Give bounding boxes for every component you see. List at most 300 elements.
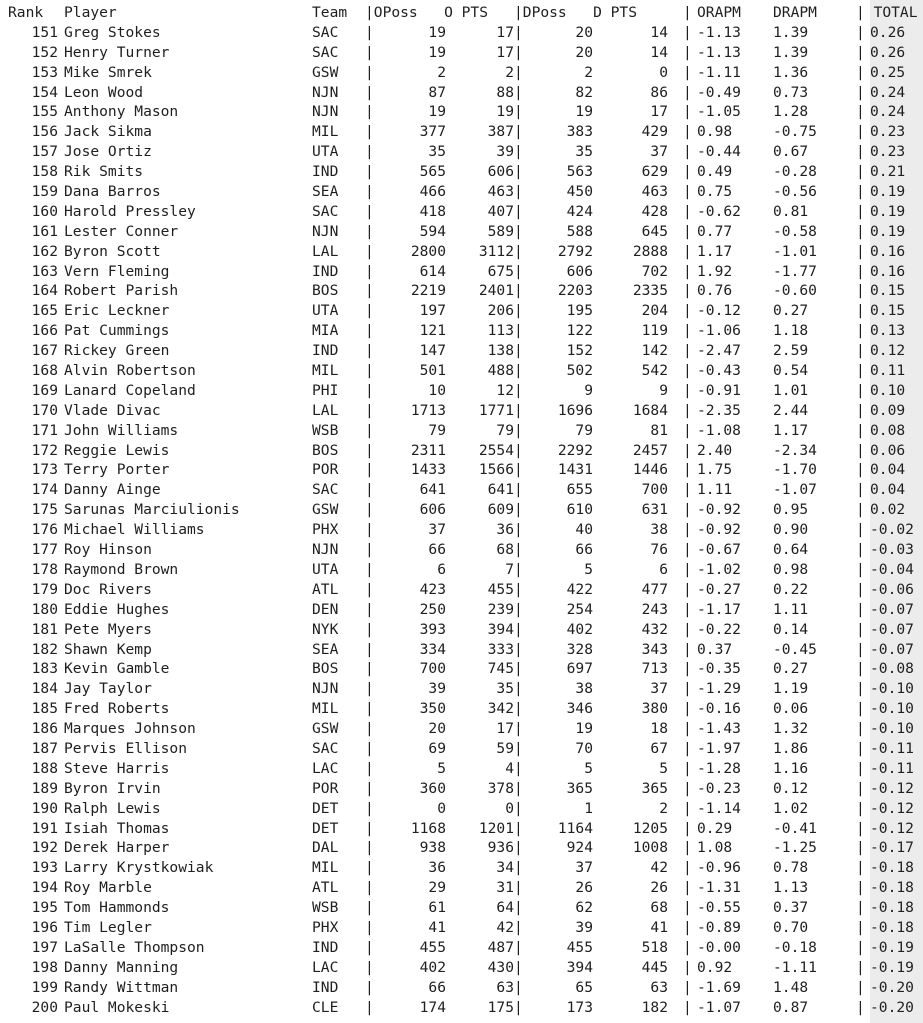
opts-cell: 12	[496, 381, 514, 399]
rank-cell: 156	[31, 123, 58, 141]
dpts-cell: 432	[641, 620, 668, 638]
player-cell: Eric Leckner	[64, 302, 170, 320]
table-body	[0, 23, 923, 1018]
orapm-cell: 1.08	[697, 839, 733, 857]
orapm-cell: -0.23	[697, 779, 741, 797]
orapm-cell: 1.75	[697, 461, 733, 479]
drapm-cell: -0.18	[773, 938, 817, 956]
separator: |	[683, 421, 692, 439]
opts-cell: 463	[487, 183, 514, 201]
dpts-cell: 1446	[632, 461, 668, 479]
opts-cell: 430	[487, 958, 514, 976]
player-cell: Danny Manning	[64, 958, 179, 976]
separator: |	[683, 63, 692, 81]
team-cell: DAL	[312, 839, 339, 857]
separator: |	[514, 43, 523, 61]
total-cell: -0.04	[870, 560, 914, 578]
team-cell: DET	[312, 819, 339, 837]
separator: |	[514, 501, 523, 519]
opts-cell: 378	[487, 779, 514, 797]
orapm-cell: -1.17	[697, 600, 741, 618]
separator: |	[514, 242, 523, 260]
oposs-cell: 10	[428, 381, 446, 399]
separator: |	[514, 461, 523, 479]
team-cell: SEA	[312, 640, 339, 658]
dpts-cell: 631	[641, 501, 668, 519]
separator: |	[683, 799, 692, 817]
separator: |	[514, 759, 523, 777]
separator: |	[365, 302, 374, 320]
opts-cell: 641	[487, 481, 514, 499]
dposs-cell: 37	[575, 859, 593, 877]
player-cell: Rickey Green	[64, 342, 170, 360]
orapm-cell: -0.92	[697, 501, 741, 519]
separator: |	[514, 163, 523, 181]
separator: |	[856, 163, 865, 181]
opts-cell: 31	[496, 879, 514, 897]
separator: |	[683, 978, 692, 996]
separator: |	[856, 700, 865, 718]
table-row	[0, 918, 923, 938]
dposs-cell: 2792	[557, 242, 593, 260]
dpts-cell: 17	[650, 103, 668, 121]
separator: |	[856, 202, 865, 220]
team-cell: DET	[312, 799, 339, 817]
dposs-cell: 328	[566, 640, 593, 658]
total-cell: -0.19	[870, 958, 914, 976]
dpts-cell: 81	[650, 421, 668, 439]
orapm-cell: 0.92	[697, 958, 733, 976]
dpts-cell: 2335	[632, 282, 668, 300]
total-cell: 0.26	[870, 43, 906, 61]
total-cell: 0.10	[870, 381, 906, 399]
dposs-cell: 5	[584, 560, 593, 578]
dposs-cell: 697	[566, 660, 593, 678]
opts-cell: 1201	[478, 819, 514, 837]
opts-cell: 206	[487, 302, 514, 320]
oposs-cell: 565	[419, 163, 446, 181]
team-cell: NYK	[312, 620, 339, 638]
separator: |	[365, 83, 374, 101]
orapm-cell: -0.44	[697, 143, 741, 161]
separator: |	[683, 83, 692, 101]
orapm-cell: -1.06	[697, 322, 741, 340]
table-row	[0, 381, 923, 401]
oposs-cell: 174	[419, 998, 446, 1016]
rank-cell: 194	[31, 879, 58, 897]
dposs-cell: 606	[566, 262, 593, 280]
total-cell: -0.18	[870, 859, 914, 877]
oposs-cell: 1168	[410, 819, 446, 837]
orapm-cell: -1.31	[697, 879, 741, 897]
separator: |	[365, 63, 374, 81]
rank-cell: 190	[31, 799, 58, 817]
opts-cell: 7	[505, 560, 514, 578]
separator: |	[683, 143, 692, 161]
rank-cell: 153	[31, 63, 58, 81]
drapm-cell: 0.98	[773, 560, 809, 578]
player-cell: Kevin Gamble	[64, 660, 170, 678]
separator: |	[856, 83, 865, 101]
separator: |	[683, 660, 692, 678]
separator: |	[683, 839, 692, 857]
player-cell: Roy Hinson	[64, 541, 152, 559]
header-defense: |DPoss D PTS	[514, 4, 638, 21]
separator: |	[856, 262, 865, 280]
separator: |	[514, 441, 523, 459]
orapm-cell: -0.92	[697, 521, 741, 539]
header-orapm: ORAPM	[697, 4, 741, 21]
dpts-cell: 37	[650, 143, 668, 161]
drapm-cell: 1.48	[773, 978, 809, 996]
rank-cell: 168	[31, 362, 58, 380]
rank-cell: 174	[31, 481, 58, 499]
separator: |	[683, 302, 692, 320]
oposs-cell: 19	[428, 23, 446, 41]
separator: |	[514, 23, 523, 41]
rank-cell: 193	[31, 859, 58, 877]
drapm-cell: 1.39	[773, 23, 809, 41]
table-row	[0, 421, 923, 441]
orapm-cell: 1.17	[697, 242, 733, 260]
dpts-cell: 629	[641, 163, 668, 181]
opts-cell: 2	[505, 63, 514, 81]
oposs-cell: 418	[419, 202, 446, 220]
table-row	[0, 659, 923, 679]
total-cell: -0.11	[870, 759, 914, 777]
team-cell: MIL	[312, 859, 339, 877]
table-row	[0, 242, 923, 262]
dpts-cell: 2457	[632, 441, 668, 459]
total-cell: -0.07	[870, 640, 914, 658]
orapm-cell: 1.11	[697, 481, 733, 499]
rank-cell: 160	[31, 202, 58, 220]
dpts-cell: 86	[650, 83, 668, 101]
dposs-cell: 26	[575, 879, 593, 897]
team-cell: SAC	[312, 739, 339, 757]
team-cell: IND	[312, 163, 339, 181]
separator: |	[856, 362, 865, 380]
separator: |	[856, 222, 865, 240]
separator: |	[856, 322, 865, 340]
oposs-cell: 466	[419, 183, 446, 201]
drapm-cell: 1.18	[773, 322, 809, 340]
table-row	[0, 500, 923, 520]
dposs-cell: 588	[566, 222, 593, 240]
player-cell: Jose Ortiz	[64, 143, 152, 161]
drapm-cell: 0.64	[773, 541, 809, 559]
opts-cell: 175	[487, 998, 514, 1016]
table-row	[0, 361, 923, 381]
table-row	[0, 321, 923, 341]
player-cell: Pete Myers	[64, 620, 152, 638]
opts-cell: 936	[487, 839, 514, 857]
orapm-cell: -0.12	[697, 302, 741, 320]
total-cell: 0.15	[870, 302, 906, 320]
team-cell: SAC	[312, 481, 339, 499]
dposs-cell: 82	[575, 83, 593, 101]
team-cell: NJN	[312, 83, 339, 101]
table-row	[0, 620, 923, 640]
opts-cell: 2554	[478, 441, 514, 459]
separator: |	[365, 322, 374, 340]
dposs-cell: 20	[575, 23, 593, 41]
rank-cell: 195	[31, 899, 58, 917]
separator: |	[365, 123, 374, 141]
opts-cell: 63	[496, 978, 514, 996]
drapm-cell: 0.27	[773, 660, 809, 678]
separator: |	[683, 640, 692, 658]
separator: |	[683, 481, 692, 499]
oposs-cell: 5	[437, 759, 446, 777]
separator: |	[365, 163, 374, 181]
table-row	[0, 998, 923, 1018]
opts-cell: 1771	[478, 401, 514, 419]
separator: |	[683, 998, 692, 1016]
rank-cell: 200	[31, 998, 58, 1016]
player-cell: Roy Marble	[64, 879, 152, 897]
table-row	[0, 182, 923, 202]
team-cell: IND	[312, 938, 339, 956]
dpts-cell: 63	[650, 978, 668, 996]
team-cell: MIA	[312, 322, 339, 340]
oposs-cell: 79	[428, 421, 446, 439]
orapm-cell: -1.13	[697, 43, 741, 61]
table-row	[0, 938, 923, 958]
opts-cell: 3112	[478, 242, 514, 260]
table-row	[0, 600, 923, 620]
separator: |	[365, 918, 374, 936]
dposs-cell: 9	[584, 381, 593, 399]
opts-cell: 42	[496, 918, 514, 936]
team-cell: UTA	[312, 143, 339, 161]
opts-cell: 59	[496, 739, 514, 757]
rank-cell: 178	[31, 560, 58, 578]
separator: |	[683, 362, 692, 380]
table-row	[0, 759, 923, 779]
rank-cell: 196	[31, 918, 58, 936]
separator: |	[365, 23, 374, 41]
dpts-cell: 14	[650, 43, 668, 61]
oposs-cell: 19	[428, 103, 446, 121]
header-total: | TOTAL	[856, 4, 918, 21]
separator: |	[856, 342, 865, 360]
team-cell: UTA	[312, 560, 339, 578]
separator: |	[365, 600, 374, 618]
drapm-cell: 1.28	[773, 103, 809, 121]
separator: |	[365, 421, 374, 439]
table-row	[0, 102, 923, 122]
separator: |	[514, 720, 523, 738]
separator: |	[365, 362, 374, 380]
table-row	[0, 699, 923, 719]
separator: |	[856, 103, 865, 121]
table-row	[0, 83, 923, 103]
drapm-cell: 0.95	[773, 501, 809, 519]
opts-cell: 589	[487, 222, 514, 240]
team-cell: PHI	[312, 381, 339, 399]
opts-cell: 745	[487, 660, 514, 678]
dposs-cell: 346	[566, 700, 593, 718]
table-row	[0, 122, 923, 142]
player-cell: Derek Harper	[64, 839, 170, 857]
table-row	[0, 341, 923, 361]
dposs-cell: 20	[575, 43, 593, 61]
separator: |	[365, 938, 374, 956]
rank-cell: 169	[31, 381, 58, 399]
separator: |	[514, 362, 523, 380]
oposs-cell: 641	[419, 481, 446, 499]
orapm-cell: -1.05	[697, 103, 741, 121]
separator: |	[514, 799, 523, 817]
separator: |	[856, 799, 865, 817]
drapm-cell: 0.06	[773, 700, 809, 718]
separator: |	[683, 720, 692, 738]
orapm-cell: -1.13	[697, 23, 741, 41]
total-cell: -0.10	[870, 700, 914, 718]
total-cell: -0.12	[870, 819, 914, 837]
separator: |	[365, 799, 374, 817]
dposs-cell: 2	[584, 63, 593, 81]
separator: |	[856, 560, 865, 578]
separator: |	[514, 342, 523, 360]
separator: |	[365, 342, 374, 360]
drapm-cell: -1.11	[773, 958, 817, 976]
separator: |	[683, 222, 692, 240]
separator: |	[856, 918, 865, 936]
table-row	[0, 719, 923, 739]
dposs-cell: 39	[575, 918, 593, 936]
opts-cell: 455	[487, 580, 514, 598]
opts-cell: 487	[487, 938, 514, 956]
drapm-cell: -0.60	[773, 282, 817, 300]
dpts-cell: 119	[641, 322, 668, 340]
team-cell: NJN	[312, 222, 339, 240]
total-cell: -0.12	[870, 779, 914, 797]
total-cell: 0.08	[870, 421, 906, 439]
dposs-cell: 66	[575, 541, 593, 559]
separator: |	[365, 958, 374, 976]
player-cell: Alvin Robertson	[64, 362, 196, 380]
separator: |	[856, 739, 865, 757]
separator: |	[365, 819, 374, 837]
header-separator: |	[683, 4, 692, 21]
separator: |	[683, 938, 692, 956]
separator: |	[365, 978, 374, 996]
separator: |	[365, 660, 374, 678]
oposs-cell: 19	[428, 43, 446, 61]
separator: |	[856, 441, 865, 459]
dposs-cell: 924	[566, 839, 593, 857]
separator: |	[683, 183, 692, 201]
drapm-cell: -1.70	[773, 461, 817, 479]
drapm-cell: -0.56	[773, 183, 817, 201]
orapm-cell: 0.49	[697, 163, 733, 181]
dpts-cell: 67	[650, 739, 668, 757]
rank-cell: 162	[31, 242, 58, 260]
player-cell: Mike Smrek	[64, 63, 152, 81]
separator: |	[683, 322, 692, 340]
rank-cell: 172	[31, 441, 58, 459]
rank-cell: 158	[31, 163, 58, 181]
separator: |	[365, 640, 374, 658]
orapm-cell: -1.07	[697, 998, 741, 1016]
player-cell: Byron Irvin	[64, 779, 161, 797]
separator: |	[683, 958, 692, 976]
dpts-cell: 477	[641, 580, 668, 598]
drapm-cell: 0.22	[773, 580, 809, 598]
separator: |	[514, 63, 523, 81]
separator: |	[856, 401, 865, 419]
rank-cell: 167	[31, 342, 58, 360]
team-cell: GSW	[312, 63, 339, 81]
player-cell: LaSalle Thompson	[64, 938, 205, 956]
total-cell: 0.19	[870, 183, 906, 201]
rank-cell: 157	[31, 143, 58, 161]
oposs-cell: 2219	[410, 282, 446, 300]
orapm-cell: 0.29	[697, 819, 733, 837]
separator: |	[365, 381, 374, 399]
separator: |	[856, 998, 865, 1016]
separator: |	[365, 700, 374, 718]
header-offense: |OPoss O PTS	[365, 4, 489, 21]
table-row	[0, 262, 923, 282]
separator: |	[514, 998, 523, 1016]
total-cell: 0.12	[870, 342, 906, 360]
table-row	[0, 23, 923, 43]
opts-cell: 239	[487, 600, 514, 618]
separator: |	[683, 202, 692, 220]
dpts-cell: 37	[650, 680, 668, 698]
separator: |	[365, 541, 374, 559]
oposs-cell: 2311	[410, 441, 446, 459]
drapm-cell: 1.36	[773, 63, 809, 81]
orapm-cell: 0.37	[697, 640, 733, 658]
table-row	[0, 799, 923, 819]
separator: |	[514, 620, 523, 638]
total-cell: -0.17	[870, 839, 914, 857]
separator: |	[365, 222, 374, 240]
total-cell: -0.19	[870, 938, 914, 956]
opts-cell: 39	[496, 143, 514, 161]
player-cell: Henry Turner	[64, 43, 170, 61]
dposs-cell: 394	[566, 958, 593, 976]
separator: |	[365, 680, 374, 698]
dposs-cell: 65	[575, 978, 593, 996]
separator: |	[683, 521, 692, 539]
separator: |	[683, 759, 692, 777]
separator: |	[514, 918, 523, 936]
total-cell: -0.06	[870, 580, 914, 598]
separator: |	[514, 381, 523, 399]
orapm-cell: -0.22	[697, 620, 741, 638]
separator: |	[683, 700, 692, 718]
dposs-cell: 173	[566, 998, 593, 1016]
team-cell: SAC	[312, 23, 339, 41]
team-cell: NJN	[312, 541, 339, 559]
separator: |	[683, 600, 692, 618]
rank-cell: 189	[31, 779, 58, 797]
orapm-cell: 2.40	[697, 441, 733, 459]
team-cell: CLE	[312, 998, 339, 1016]
table-row	[0, 958, 923, 978]
separator: |	[683, 123, 692, 141]
rank-cell: 164	[31, 282, 58, 300]
player-cell: Jack Sikma	[64, 123, 152, 141]
player-cell: Lester Conner	[64, 222, 179, 240]
separator: |	[365, 481, 374, 499]
table-row	[0, 202, 923, 222]
